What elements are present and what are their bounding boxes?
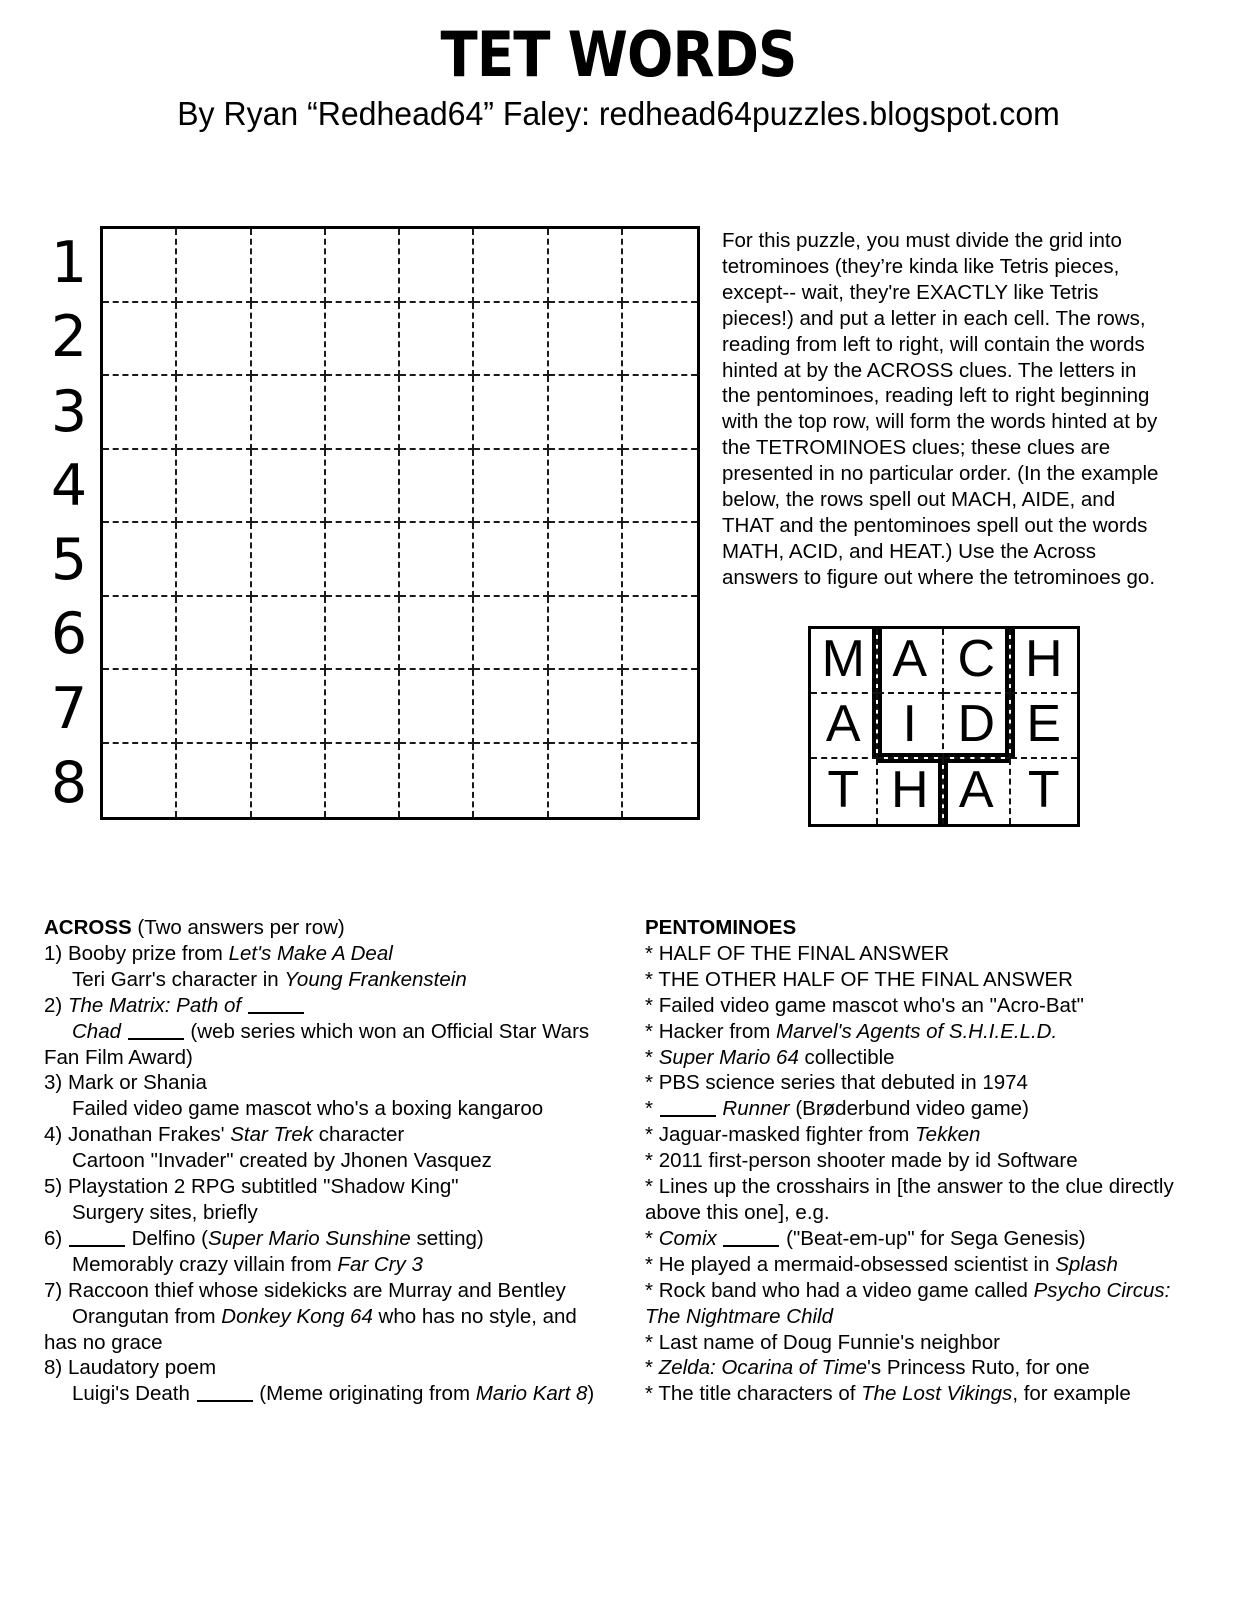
across-clue-line bbox=[44, 1096, 596, 1122]
grid-cell[interactable] bbox=[252, 597, 326, 671]
clue-text: Teri Garr's character in bbox=[72, 967, 285, 991]
clue-text: THE OTHER HALF OF THE FINAL ANSWER bbox=[658, 967, 1073, 991]
clue-text: character bbox=[313, 1123, 405, 1147]
clue-title-italic: Mario Kart 8 bbox=[475, 1382, 588, 1406]
bullet-asterisk: * bbox=[645, 993, 659, 1017]
bullet-asterisk: * bbox=[645, 1149, 659, 1173]
example-grid bbox=[808, 626, 1080, 827]
page-title: TET WORDS bbox=[440, 18, 797, 91]
bullet-asterisk: * bbox=[645, 1045, 659, 1069]
row-number: 7 bbox=[50, 675, 88, 742]
pentomino-clue-line bbox=[645, 1070, 1185, 1096]
clue-title-italic: Super Mario Sunshine bbox=[207, 1226, 411, 1250]
across-clue-number: 4) bbox=[44, 1123, 68, 1147]
grid-cell[interactable] bbox=[549, 229, 623, 303]
grid-cell[interactable] bbox=[252, 450, 326, 524]
clue-title-italic: Marvel's Agents of S.H.I.E.L.D. bbox=[776, 1019, 1058, 1043]
bullet-asterisk: * bbox=[645, 1330, 659, 1354]
grid-cell[interactable] bbox=[623, 744, 697, 818]
byline: By Ryan “Redhead64” Faley: redhead64puzzles.blogspot.com bbox=[177, 95, 1060, 132]
grid-cell[interactable] bbox=[252, 744, 326, 818]
grid-cell[interactable] bbox=[177, 376, 251, 450]
grid-cell[interactable] bbox=[177, 523, 251, 597]
pentomino-clue-line bbox=[645, 1355, 1185, 1381]
grid-cell[interactable] bbox=[326, 670, 400, 744]
puzzle-grid-area bbox=[40, 226, 700, 820]
clue-title-italic: Chad bbox=[72, 1019, 127, 1043]
answer-blank bbox=[248, 1012, 304, 1014]
clue-text: collectible bbox=[798, 1045, 895, 1069]
pentominoes-clues-column bbox=[645, 915, 1185, 1407]
row-number: 3 bbox=[50, 378, 88, 445]
row-number: 5 bbox=[50, 527, 88, 594]
grid-cell[interactable] bbox=[177, 670, 251, 744]
across-heading bbox=[44, 915, 596, 941]
grid-cell[interactable] bbox=[474, 744, 548, 818]
grid-cell[interactable] bbox=[474, 303, 548, 377]
bullet-asterisk: * bbox=[645, 941, 659, 965]
clue-title-italic: Super Mario 64 bbox=[658, 1045, 799, 1069]
grid-cell[interactable] bbox=[103, 450, 177, 524]
clue-title-italic: Star Trek bbox=[230, 1123, 314, 1147]
grid-cell[interactable] bbox=[474, 229, 548, 303]
clue-text: Hacker from bbox=[658, 1019, 777, 1043]
grid-cell[interactable] bbox=[103, 303, 177, 377]
answer-blank bbox=[723, 1245, 779, 1247]
pentomino-clue-line bbox=[645, 1174, 1185, 1226]
clue-title-italic: Young Frankenstein bbox=[284, 967, 467, 991]
across-clue-line bbox=[44, 993, 596, 1019]
bullet-asterisk: * bbox=[645, 1382, 659, 1406]
bullet-asterisk: * bbox=[645, 1278, 659, 1302]
pentomino-clue-line bbox=[645, 993, 1185, 1019]
across-clue-line bbox=[44, 1381, 596, 1407]
across-clue-line bbox=[44, 1019, 596, 1071]
pentomino-clue-line bbox=[645, 1019, 1185, 1045]
grid-cell[interactable] bbox=[400, 523, 474, 597]
example-grid-cell: E bbox=[1011, 694, 1078, 759]
across-clue-line bbox=[44, 1070, 596, 1096]
pentomino-clue-line bbox=[645, 941, 1185, 967]
example-grid-cell: D bbox=[944, 694, 1011, 759]
instructions-text: For this puzzle, you must divide the grid into tetrominoes (they’re kinda like Tetris pieces, except-- wait, they're EXACTLY like Tetris pieces!) and put a letter in each cell. The rows, reading from left to right, will contain the words hinted at by the ACROSS clues. The letters in the pentominoes, reading left to right beginning with the top row, will form the words hinted at by the TETROMINOES clues; these clues are presented in no particular order. (In the example below, the rows spell out MACH, AIDE, and THAT and the pentominoes spell out the words MATH, ACID, and HEAT.) Use the Across answers to figure out where the tetrominoes go. bbox=[722, 229, 1159, 589]
grid-cell[interactable] bbox=[103, 744, 177, 818]
grid-cell[interactable] bbox=[623, 670, 697, 744]
example-grid-cell: A bbox=[878, 629, 945, 694]
bullet-asterisk: * bbox=[645, 1356, 659, 1380]
grid-cell[interactable] bbox=[177, 744, 251, 818]
across-clue-line bbox=[44, 967, 596, 993]
example-grid-cell: M bbox=[811, 629, 878, 694]
pentomino-clue-line bbox=[645, 1252, 1185, 1278]
grid-cell[interactable] bbox=[326, 597, 400, 671]
clue-text: The title characters of bbox=[658, 1382, 862, 1406]
across-clue-line bbox=[44, 1252, 596, 1278]
clue-text: Jaguar-masked fighter from bbox=[658, 1123, 916, 1147]
across-clue-number: 6) bbox=[44, 1226, 68, 1250]
grid-cell[interactable] bbox=[252, 376, 326, 450]
bullet-asterisk: * bbox=[645, 1097, 659, 1121]
clue-text: HALF OF THE FINAL ANSWER bbox=[658, 941, 950, 965]
across-clue-line bbox=[44, 1148, 596, 1174]
across-clue-line bbox=[44, 1355, 596, 1381]
across-heading-note: (Two answers per row) bbox=[131, 916, 345, 939]
grid-cell[interactable] bbox=[252, 303, 326, 377]
grid-cell[interactable] bbox=[549, 303, 623, 377]
grid-cell[interactable] bbox=[549, 376, 623, 450]
clue-title-italic: Tekken bbox=[915, 1123, 981, 1147]
row-number: 8 bbox=[50, 750, 88, 817]
bullet-asterisk: * bbox=[645, 1123, 659, 1147]
across-clue-number: 7) bbox=[44, 1278, 68, 1302]
clue-text: Failed video game mascot who's an "Acro-Bat" bbox=[658, 993, 1084, 1017]
example-grid-cell: I bbox=[878, 694, 945, 759]
clue-text: Playstation 2 RPG subtitled "Shadow King" bbox=[67, 1175, 459, 1199]
clue-text: 2011 first-person shooter made by id Software bbox=[658, 1149, 1078, 1173]
clue-text: (Brøderbund video game) bbox=[789, 1097, 1029, 1121]
pentomino-clue-line bbox=[645, 1330, 1185, 1356]
clue-title-italic: Far Cry 3 bbox=[337, 1252, 423, 1276]
example-grid-cell: A bbox=[811, 694, 878, 759]
across-clue-number: 1) bbox=[44, 941, 68, 965]
grid-cell[interactable] bbox=[400, 376, 474, 450]
clue-text: ) bbox=[587, 1382, 595, 1406]
row-number-column bbox=[40, 226, 98, 820]
grid-cell[interactable] bbox=[400, 450, 474, 524]
across-clue-line bbox=[44, 1174, 596, 1200]
example-grid-cell: T bbox=[811, 759, 878, 824]
clue-text: Surgery sites, briefly bbox=[72, 1200, 258, 1224]
across-clue-line bbox=[44, 1200, 596, 1226]
across-clue-line bbox=[44, 941, 596, 967]
bullet-asterisk: * bbox=[645, 1071, 659, 1095]
grid-cell[interactable] bbox=[326, 303, 400, 377]
row-number: 4 bbox=[50, 452, 88, 519]
clue-text: Booby prize from bbox=[67, 941, 229, 965]
clue-text: Failed video game mascot who's a boxing kangaroo bbox=[72, 1097, 544, 1121]
pentomino-clue-line bbox=[645, 1278, 1185, 1330]
clue-text: Last name of Doug Funnie's neighbor bbox=[658, 1330, 1000, 1354]
grid-cell[interactable] bbox=[103, 523, 177, 597]
clue-text: Delfino ( bbox=[125, 1226, 208, 1250]
clue-text: setting) bbox=[410, 1226, 484, 1250]
pentominoes-clue-list bbox=[645, 941, 1185, 1407]
grid-cell[interactable] bbox=[177, 597, 251, 671]
grid-cell[interactable] bbox=[177, 450, 251, 524]
bullet-asterisk: * bbox=[645, 1175, 659, 1199]
pentomino-clue-line bbox=[645, 1381, 1185, 1407]
across-clue-line bbox=[44, 1304, 596, 1356]
pentomino-clue-line bbox=[645, 967, 1185, 993]
example-grid-cell: T bbox=[1027, 761, 1060, 819]
grid-cell[interactable] bbox=[400, 670, 474, 744]
pentominoes-heading: PENTOMINOES bbox=[645, 916, 797, 939]
grid-cell[interactable] bbox=[623, 523, 697, 597]
clue-text: ("Beat-em-up" for Sega Genesis) bbox=[780, 1226, 1086, 1250]
across-heading-bold: ACROSS bbox=[44, 916, 132, 939]
grid-cell[interactable] bbox=[623, 376, 697, 450]
example-grid-cell: H bbox=[1011, 629, 1078, 694]
grid-cell[interactable] bbox=[326, 376, 400, 450]
clue-text: 's Princess Ruto, for one bbox=[867, 1356, 1090, 1380]
grid-cell[interactable] bbox=[252, 670, 326, 744]
grid-cell[interactable] bbox=[474, 376, 548, 450]
grid-cell[interactable] bbox=[549, 670, 623, 744]
across-clue-number: 5) bbox=[44, 1175, 68, 1199]
example-grid-cell: H bbox=[878, 759, 945, 824]
grid-cell[interactable] bbox=[326, 450, 400, 524]
clue-text: Luigi's Death bbox=[72, 1382, 196, 1406]
across-clue-number: 2) bbox=[44, 993, 68, 1017]
clue-text: Lines up the crosshairs in [the answer to the clue directly above this one], e.g. bbox=[645, 1175, 1174, 1224]
page-header bbox=[0, 18, 1237, 134]
grid-cell[interactable] bbox=[549, 450, 623, 524]
pentomino-clue-line bbox=[645, 1148, 1185, 1174]
answer-blank bbox=[660, 1115, 716, 1117]
grid-cell[interactable] bbox=[549, 597, 623, 671]
row-number: 2 bbox=[50, 304, 88, 371]
clue-title-italic: Zelda: Ocarina of Time bbox=[658, 1356, 868, 1380]
clue-title-italic: The Matrix: Path of bbox=[67, 993, 247, 1017]
example-grid-cell: A bbox=[944, 759, 1011, 824]
pentomino-clue-line bbox=[645, 1045, 1185, 1071]
grid-cell[interactable] bbox=[549, 523, 623, 597]
clue-text: Jonathan Frakes' bbox=[67, 1123, 231, 1147]
across-clue-line bbox=[44, 1226, 596, 1252]
grid-cell[interactable] bbox=[103, 229, 177, 303]
clue-title-italic: Donkey Kong 64 bbox=[221, 1304, 373, 1328]
grid-cell[interactable] bbox=[177, 303, 251, 377]
clue-title-italic: Runner bbox=[716, 1097, 790, 1121]
grid-cell[interactable] bbox=[474, 523, 548, 597]
puzzle-grid[interactable] bbox=[100, 226, 700, 820]
grid-cell[interactable] bbox=[103, 376, 177, 450]
answer-blank bbox=[197, 1400, 253, 1402]
clue-text: Memorably crazy villain from bbox=[72, 1252, 338, 1276]
grid-cell[interactable] bbox=[623, 450, 697, 524]
clue-text: , for example bbox=[1012, 1382, 1131, 1406]
bullet-asterisk: * bbox=[645, 1252, 659, 1276]
grid-cell[interactable] bbox=[474, 670, 548, 744]
grid-cell[interactable] bbox=[400, 303, 474, 377]
clue-text: Orangutan from bbox=[72, 1304, 222, 1328]
example-grid-area bbox=[808, 626, 1080, 827]
pentomino-clue-line bbox=[645, 1122, 1185, 1148]
example-grid-cell: C bbox=[944, 629, 1011, 694]
grid-cell[interactable] bbox=[326, 744, 400, 818]
clue-title-italic: The Lost Vikings bbox=[861, 1382, 1013, 1406]
row-number: 6 bbox=[50, 601, 88, 668]
grid-cell[interactable] bbox=[400, 597, 474, 671]
clue-text: He played a mermaid-obsessed scientist in bbox=[658, 1252, 1056, 1276]
grid-cell[interactable] bbox=[326, 523, 400, 597]
across-clue-number: 8) bbox=[44, 1356, 68, 1380]
clue-text: Laudatory poem bbox=[67, 1356, 217, 1380]
pentomino-clue-line bbox=[645, 1096, 1185, 1122]
grid-cell[interactable] bbox=[474, 450, 548, 524]
clue-text: Rock band who had a video game called bbox=[658, 1278, 1034, 1302]
grid-cell[interactable] bbox=[252, 229, 326, 303]
clue-text: PBS science series that debuted in 1974 bbox=[658, 1071, 1028, 1095]
clue-text: (web series which won an Official Star Wars Fan Film Award) bbox=[44, 1019, 590, 1069]
clue-text: Mark or Shania bbox=[67, 1071, 207, 1095]
row-number: 1 bbox=[50, 230, 88, 296]
grid-cell[interactable] bbox=[623, 303, 697, 377]
clue-text: (Meme originating from bbox=[253, 1382, 476, 1406]
bullet-asterisk: * bbox=[645, 1019, 659, 1043]
grid-cell[interactable] bbox=[400, 744, 474, 818]
clue-text: who has no style, and has no grace bbox=[44, 1304, 577, 1354]
clue-title-italic: Psycho Circus: The Nightmare Child bbox=[645, 1278, 1171, 1328]
grid-cell[interactable] bbox=[400, 229, 474, 303]
grid-cell[interactable] bbox=[623, 597, 697, 671]
clue-text: Cartoon "Invader" created by Jhonen Vasquez bbox=[72, 1149, 492, 1173]
grid-cell[interactable] bbox=[103, 597, 177, 671]
bullet-asterisk: * bbox=[645, 967, 659, 991]
grid-cell[interactable] bbox=[177, 229, 251, 303]
answer-blank bbox=[128, 1038, 184, 1040]
grid-cell[interactable] bbox=[474, 597, 548, 671]
clue-title-italic: Let's Make A Deal bbox=[228, 941, 393, 965]
grid-cell[interactable] bbox=[103, 670, 177, 744]
clue-text: Raccoon thief whose sidekicks are Murray and Bentley bbox=[67, 1278, 566, 1302]
grid-cell[interactable] bbox=[326, 229, 400, 303]
across-clue-line bbox=[44, 1278, 596, 1304]
answer-blank bbox=[69, 1245, 125, 1247]
pentomino-clue-line bbox=[645, 1226, 1185, 1252]
across-clue-number: 3) bbox=[44, 1071, 68, 1095]
grid-cell[interactable] bbox=[252, 523, 326, 597]
grid-cell[interactable] bbox=[623, 229, 697, 303]
across-clues-column bbox=[44, 915, 596, 1407]
clue-title-italic: Splash bbox=[1055, 1252, 1118, 1276]
bullet-asterisk: * bbox=[645, 1226, 659, 1250]
across-clue-list bbox=[44, 941, 596, 1407]
across-clue-line bbox=[44, 1122, 596, 1148]
clue-title-italic: Comix bbox=[658, 1226, 723, 1250]
grid-cell[interactable] bbox=[549, 744, 623, 818]
